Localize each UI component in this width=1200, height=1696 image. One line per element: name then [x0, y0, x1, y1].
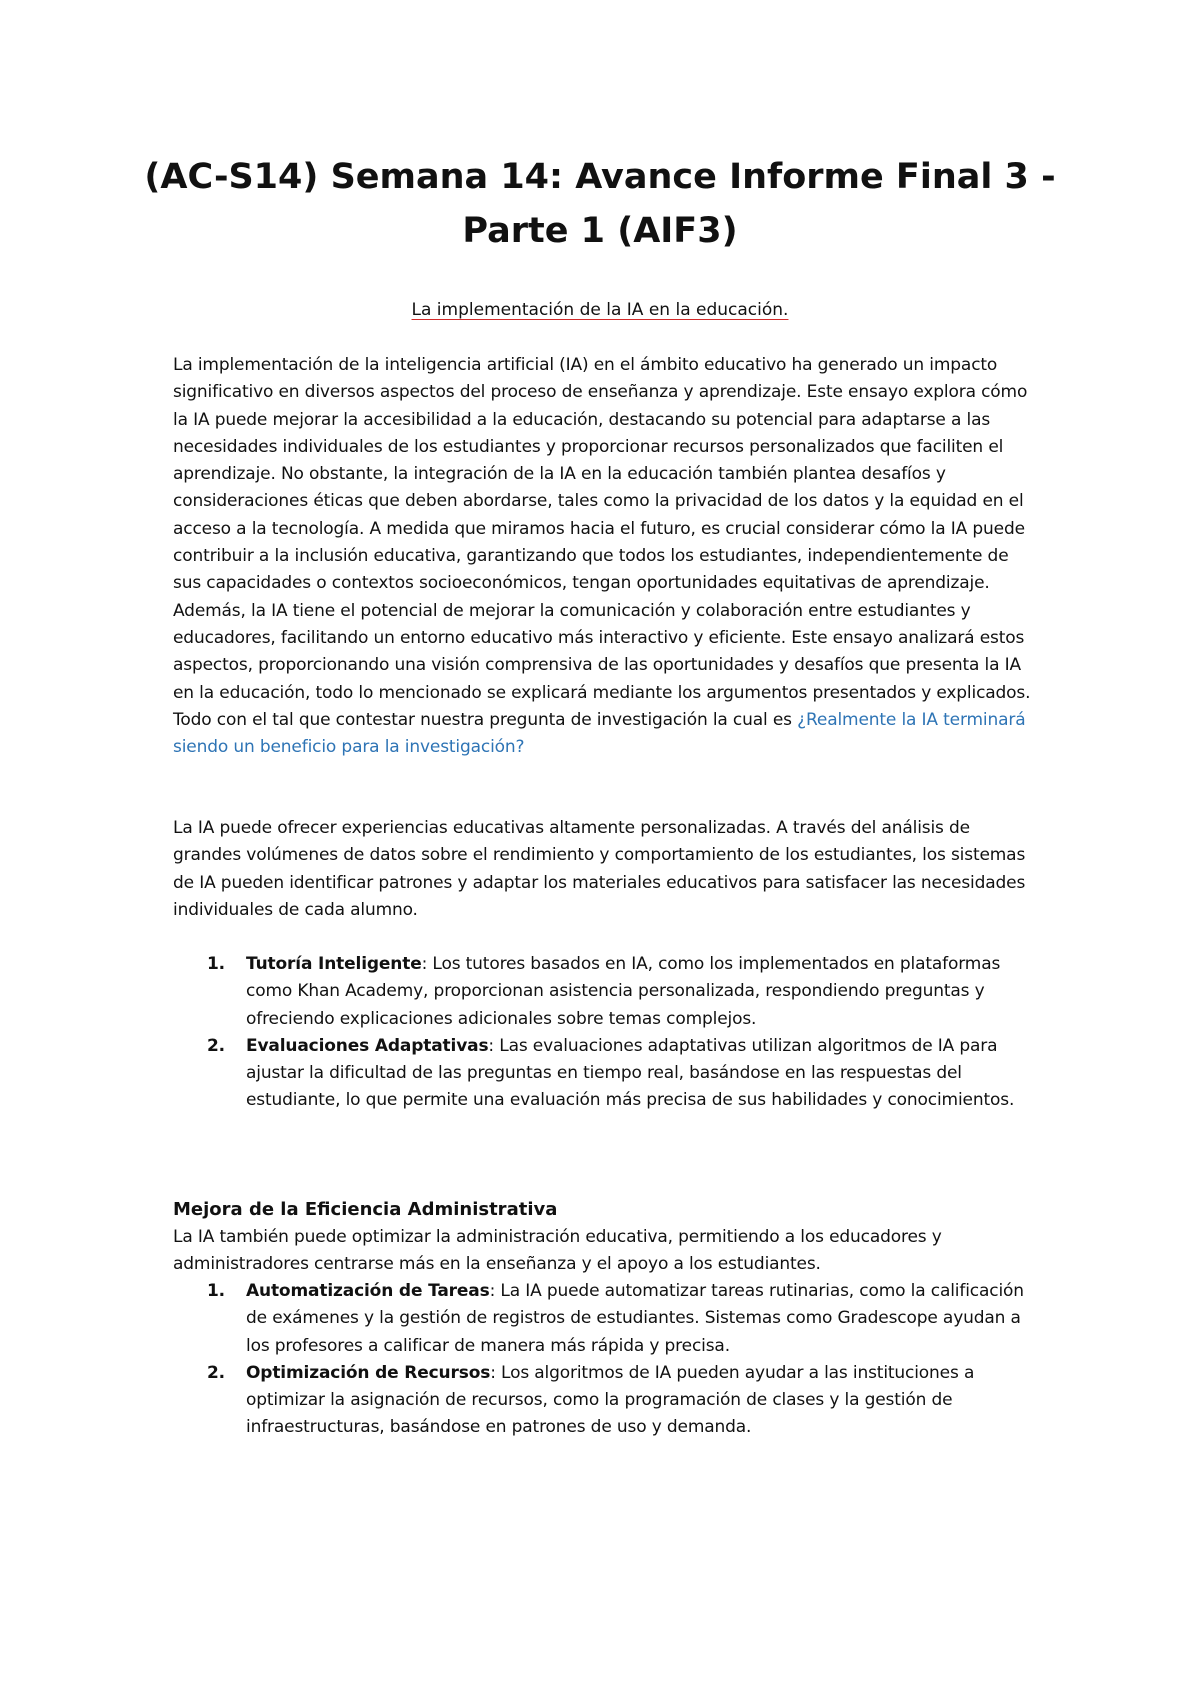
list-item-term: Optimización de Recursos — [246, 1362, 491, 1383]
list-item — [173, 1360, 1038, 1442]
research-question: ¿Realmente la IA terminará siendo un beneficio para la investigación? — [173, 709, 1026, 758]
personalization-list — [173, 951, 1038, 1115]
essay-subtitle-text: La implementación de la IA en la educación. — [411, 300, 789, 320]
list-item-text: : La IA puede automatizar tareas rutinarias, como la calificación de exámenes y la gestión de registros de estudiantes. Sistemas como Gradescope ayudan a los profesores a calificar de manera más rápida y precisa. — [246, 1281, 1024, 1356]
list-item-number: 2. — [207, 1035, 225, 1056]
list-item — [173, 1278, 1038, 1360]
list-item-number: 2. — [207, 1362, 225, 1383]
list-item-term: Tutoría Inteligente — [246, 954, 422, 974]
admin-list — [173, 1278, 1038, 1442]
intro-text: La implementación de la inteligencia artificial (IA) en el ámbito educativo ha generado un impacto significativo en diversos aspectos del proceso de enseñanza y aprendizaje. Este ensayo explora cómo la IA puede mejorar la accesibilidad a la educación, destacando su potencial para adaptarse a las necesidades individuales de los estudiantes y proporcionar recursos personalizados que faciliten el aprendizaje. No obstante, la integración de la IA en la educación también plantea desafíos y consideraciones éticas que deben abordarse, tales como la privacidad de los datos y la equidad en el acceso a la tecnología. A medida que miramos hacia el futuro, es crucial considerar cómo la IA puede contribuir a la inclusión educativa, garantizando que todos los estudiantes, independientemente de sus capacidades o contextos socioeconómicos, tengan oportunidades equitativas de aprendizaje. Además, la IA tiene el potencial de mejorar la comunicación y colaboración entre estudiantes y educadores, facilitando un entorno educativo más interactivo y eficiente. Este ensayo analizará estos aspectos, proporcionando una visión comprensiva de las oportunidades y desafíos que presenta la IA en la educación, todo lo mencionado se explicará mediante los argumentos presentados y explicados. Todo con el tal que contestar nuestra pregunta de investigación la cual es — [173, 355, 1031, 730]
list-item-term: Automatización de Tareas — [246, 1281, 490, 1301]
list-item-term: Evaluaciones Adaptativas — [246, 1035, 489, 1056]
list-item-text: : Los algoritmos de IA pueden ayudar a las instituciones a optimizar la asignación de recursos, como la programación de clases y la gestión de infraestructuras, basándose en patrones de uso y demanda. — [246, 1362, 975, 1438]
list-item-number: 1. — [207, 954, 225, 974]
personalization-paragraph: La IA puede ofrecer experiencias educativas altamente personalizadas. A través del análisis de grandes volúmenes de datos sobre el rendimiento y comportamiento de los estudiantes, los sistemas de IA pueden identificar patrones y adaptar los materiales educativos para satisfacer las necesidades individuales de cada alumno. — [173, 818, 1026, 920]
section-heading-admin: Mejora de la Eficiencia Administrativa — [173, 1199, 558, 1220]
list-item — [173, 951, 1038, 1033]
list-item-text: : Las evaluaciones adaptativas utilizan algoritmos de IA para ajustar la dificultad de las preguntas en tiempo real, basándose en las respuestas del estudiante, lo que permite una evaluación más precisa de sus habilidades y conocimientos. — [246, 1035, 1015, 1111]
list-item-text: : Los tutores basados en IA, como los implementados en plataformas como Khan Academy, proporcionan asistencia personalizada, respondiendo preguntas y ofreciendo explicaciones adicionales sobre temas complejos. — [246, 954, 1001, 1029]
essay-subtitle — [0, 298, 1200, 322]
document-title: (AC-S14) Semana 14: Avance Informe Final 3 - Parte 1 (AIF3) — [144, 157, 1056, 251]
list-item — [173, 1033, 1038, 1115]
list-item-number: 1. — [207, 1281, 225, 1301]
intro-paragraph — [173, 352, 1038, 761]
admin-paragraph: La IA también puede optimizar la administración educativa, permitiendo a los educadores y administradores centrarse más en la enseñanza y el apoyo a los estudiantes. — [173, 1227, 942, 1275]
